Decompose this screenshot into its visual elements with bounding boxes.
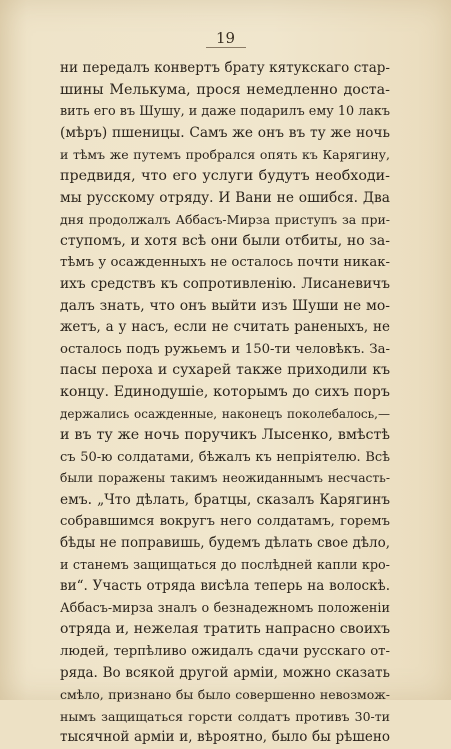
text-line: осталось подъ ружьемъ и 150-ти человѣкъ. За- <box>60 341 390 357</box>
text-line: смѣло, признано бы было совершенно невозмож- <box>60 687 390 703</box>
text-line: предвидя, что его услуги будутъ необходи- <box>60 167 390 184</box>
text-line: ступомъ, и хотя всѣ они были отбиты, но за- <box>60 232 390 249</box>
text-line: вить его въ Шушу, и даже подарилъ ему 10 лакъ <box>60 104 390 120</box>
text-line: собравшимся вокругъ него солдатамъ, горемъ <box>60 514 390 530</box>
text-line: Аббасъ-мирза зналъ о безнадежномъ положенiи <box>60 600 390 616</box>
text-line: и тѣмъ же путемъ пробрался опять къ Карягину, <box>60 147 390 163</box>
text-line: держались осажденные, наконецъ поколебалось,— <box>60 406 390 421</box>
text-line: и въ ту же ночь поручикъ Лысенко, вмѣстѣ <box>60 427 390 444</box>
text-line: далъ знать, что онъ выйти изъ Шуши не мо- <box>60 297 390 314</box>
text-line: людей, терпѣливо ожидалъ сдачи русскаго от- <box>60 644 390 660</box>
text-line: были поражены такимъ неожиданнымъ несчасть- <box>60 471 390 486</box>
text-line: дня продолжалъ Аббасъ-Мирза приступъ за при- <box>60 212 390 228</box>
body-text <box>60 58 390 749</box>
text-line: шины Мелькума, прося немедленно доста- <box>60 81 390 98</box>
text-line: ни передалъ конвертъ брату кятукскаго стар- <box>60 60 390 76</box>
text-line: жетъ, а у насъ, если не считать раненыхъ, не <box>60 319 390 336</box>
page-number: 19 <box>215 29 236 47</box>
text-line: ихъ средствъ къ сопротивленiю. Лисаневичъ <box>60 275 390 292</box>
text-line: бѣды не поправишь, будемъ дѣлать свое дѣло, <box>60 535 390 552</box>
text-line: ви“. Участь отряда висѣла теперь на волоскѣ. <box>60 578 390 595</box>
text-line: тысячной армiи и, вѣроятно, было бы рѣшено <box>60 729 390 746</box>
page-number-rule <box>206 47 246 48</box>
text-line: тѣмъ у осажденныхъ не осталось почти никак- <box>60 255 390 271</box>
text-line: пасы пероха и сухарей также приходили къ <box>60 362 390 379</box>
text-line: (мѣръ) пшеницы. Самъ же онъ въ ту же ночь <box>60 124 390 141</box>
text-line: и станемъ защищаться до послѣдней капли кро- <box>60 557 390 573</box>
text-line: ряда. Во всякой другой армiи, можно сказать <box>60 664 390 681</box>
text-line: отряда и, нежелая тратить напрасно своихъ <box>60 621 390 638</box>
text-line: емъ. „Что дѣлать, братцы, сказалъ Карягинъ <box>60 491 390 508</box>
text-line: съ 50-ю солдатами, бѣжалъ къ непрiятелю. Всѣ <box>60 449 390 465</box>
text-line: мы русскому отряду. И Вани не ошибся. Два <box>60 189 390 206</box>
text-line: концу. Единодушiе, которымъ до сихъ поръ <box>60 383 390 400</box>
text-line: нымъ защищаться горсти солдатъ противъ 30-ти <box>60 708 390 724</box>
